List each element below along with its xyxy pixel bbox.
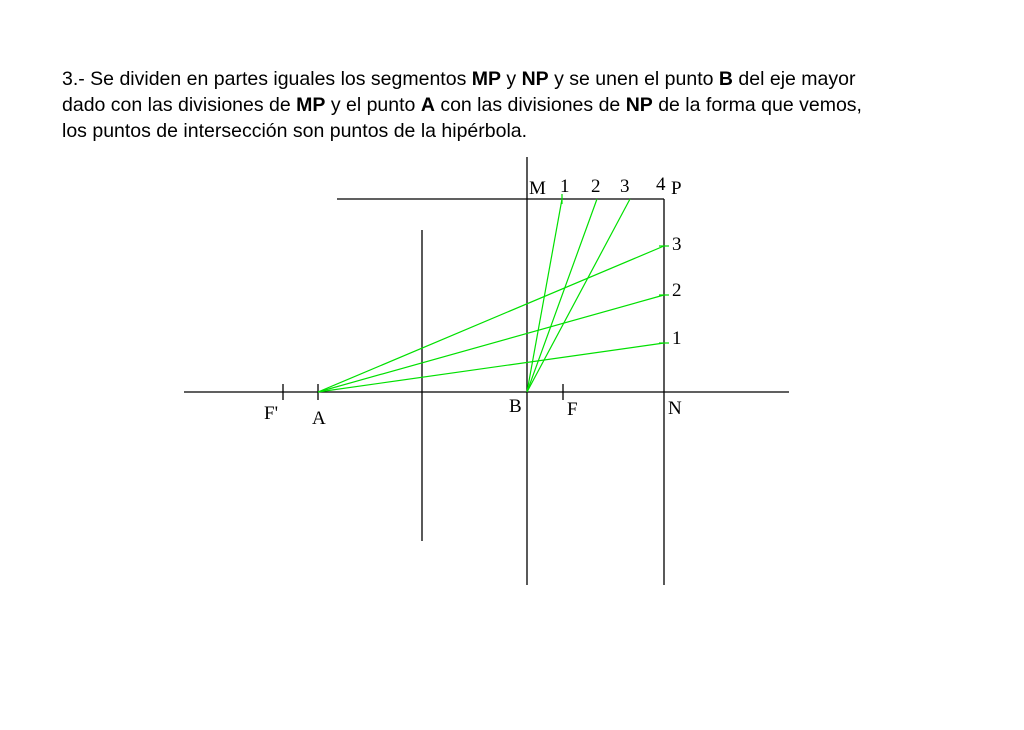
division-ticks xyxy=(562,194,669,343)
label-NP-div-1: 1 xyxy=(672,328,682,349)
ray-B-to-M2 xyxy=(527,199,597,392)
label-NP-div-3: 3 xyxy=(672,234,682,255)
axes-group xyxy=(184,157,789,585)
ray-B-to-M1 xyxy=(527,199,562,392)
text-run: y se unen el punto xyxy=(548,68,719,90)
label-MP-div-3: 3 xyxy=(620,176,630,197)
text-run: y el punto xyxy=(325,94,421,116)
bold-term: A xyxy=(420,94,435,116)
text-run: del eje mayor xyxy=(733,68,856,90)
label-F-prime: F' xyxy=(264,403,278,424)
label-MP-div-2: 2 xyxy=(591,176,601,197)
text-run: y xyxy=(501,68,522,90)
bold-term: NP xyxy=(521,68,549,90)
text-run: dado con las divisiones de xyxy=(62,94,297,116)
bold-term: MP xyxy=(471,68,501,90)
label-F: F xyxy=(567,399,578,420)
label-MP-div-1: 1 xyxy=(560,176,570,197)
construction-lines xyxy=(318,199,664,392)
label-N: N xyxy=(668,398,682,419)
label-B: B xyxy=(509,396,522,417)
text-run: 3.- Se dividen en partes iguales los segmentos xyxy=(62,68,472,90)
ray-A-to-N1 xyxy=(318,343,664,392)
bold-term: NP xyxy=(625,94,653,116)
text-run: de la forma que vemos, xyxy=(652,94,862,116)
ray-B-to-M3 xyxy=(527,199,630,392)
text-run: con las divisiones de xyxy=(434,94,626,116)
label-P: P xyxy=(671,178,682,199)
label-NP-div-2: 2 xyxy=(672,280,682,301)
label-M: M xyxy=(529,178,546,199)
text-run: los puntos de intersección son puntos de la hipérbola. xyxy=(62,120,528,142)
label-MP-div-4: 4 xyxy=(656,174,666,195)
ray-A-to-N3 xyxy=(318,246,664,392)
ray-A-to-N2 xyxy=(318,295,664,392)
label-A: A xyxy=(312,408,326,429)
bold-term: MP xyxy=(296,94,326,116)
bold-term: B xyxy=(718,68,733,90)
